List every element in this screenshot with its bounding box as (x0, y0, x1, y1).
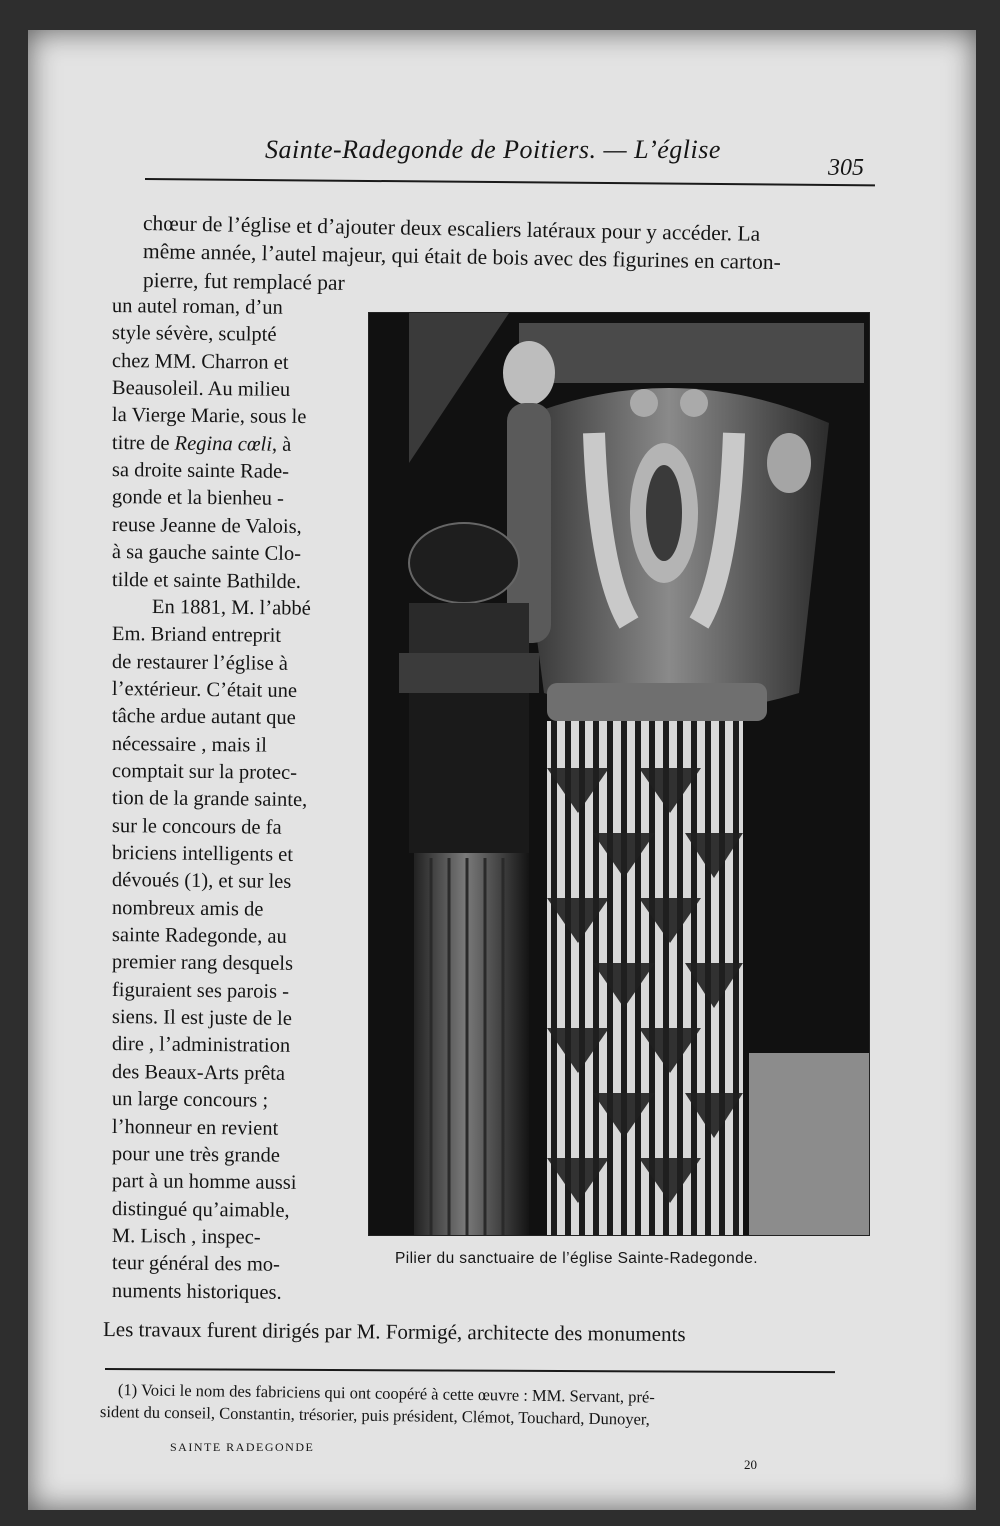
text-line: numents historiques. (111, 1279, 282, 1304)
text-line: des Beaux-Arts prêta (111, 1060, 286, 1085)
text-line: siens. Il est juste de le (111, 1006, 293, 1030)
text-line: sainte Radegonde, au (111, 924, 287, 948)
text-line: gonde et la bienheu - (111, 486, 285, 511)
text-line: l’extérieur. C’était une (111, 677, 298, 702)
text-line: pierre, fut remplacé par (142, 268, 345, 295)
text-line: pour une très grande (111, 1142, 281, 1167)
text-line: tion de la grande sainte, (111, 787, 308, 812)
text-line: Les travaux furent dirigés par M. Formigé, architecte des monuments (102, 1317, 686, 1347)
text-line: chœur de l’église et d’ajouter deux escaliers latéraux pour y accéder. La (142, 211, 761, 246)
text-line: M. Lisch , inspec- (111, 1224, 261, 1249)
text-line: de restaurer l’église à (111, 650, 288, 675)
text-line: premier rang desquels (111, 951, 294, 976)
text-line: Beausoleil. Au milieu (111, 377, 291, 401)
footnote-line: sident du conseil, Constantin, trésorier, puis président, Clémot, Touchard, Dunoyer, (99, 1402, 650, 1429)
pillar-photograph (368, 312, 870, 1236)
footnote-line: (1) Voici le nom des fabriciens qui ont coopéré à cette œuvre : MM. Servant, pré- (117, 1380, 655, 1407)
text-line: l’honneur en revient (111, 1115, 279, 1140)
text-line: nécessaire , mais il (111, 732, 267, 757)
text-line: teur général des mo- (111, 1252, 281, 1277)
text-line: style sévère, sculpté (111, 322, 277, 347)
page-number: 305 (828, 155, 864, 181)
text-line: un large concours ; (111, 1088, 269, 1112)
running-header-title: Sainte-Radegonde de Poitiers. — L’église (265, 135, 721, 164)
sheet-number: 20 (744, 1457, 757, 1472)
figure-caption: Pilier du sanctuaire de l’église Sainte-Radegonde. (395, 1250, 758, 1267)
text-line: part à un homme aussi (111, 1170, 297, 1195)
signature-mark: SAINTE RADEGONDE (170, 1440, 315, 1454)
text-line: comptait sur la protec- (111, 759, 298, 784)
pillar-illustration (369, 313, 869, 1235)
text-line: titre de Regina cœli, à (111, 431, 292, 456)
text-line: Em. Briand entreprit (111, 623, 282, 647)
text-line: reuse Jeanne de Valois, (111, 513, 302, 538)
text-line: figuraient ses parois - (111, 978, 290, 1003)
text-line: En 1881, M. l’abbé (151, 595, 311, 620)
text-line: nombreux amis de (111, 896, 264, 921)
text-line: à sa gauche sainte Clo- (111, 541, 302, 566)
text-line: distingué qu’aimable, (111, 1197, 290, 1222)
text-line: tâche ardue autant que (111, 705, 296, 730)
text-line: sur le concours de fa (111, 814, 282, 839)
text-line: dévoués (1), et sur les (111, 869, 292, 894)
text-line: un autel roman, d’un (111, 295, 283, 319)
text-line: dire , l’administration (111, 1033, 291, 1058)
text-line: même année, l’autel majeur, qui était de bois avec des figurines en carton- (142, 239, 782, 275)
text-line: chez MM. Charron et (111, 349, 289, 374)
text-line: sa droite sainte Rade- (111, 459, 290, 483)
text-line: tilde et sainte Bathilde. (111, 568, 302, 593)
text-line: la Vierge Marie, sous le (111, 404, 307, 429)
text-line: briciens intelligents et (111, 842, 294, 866)
